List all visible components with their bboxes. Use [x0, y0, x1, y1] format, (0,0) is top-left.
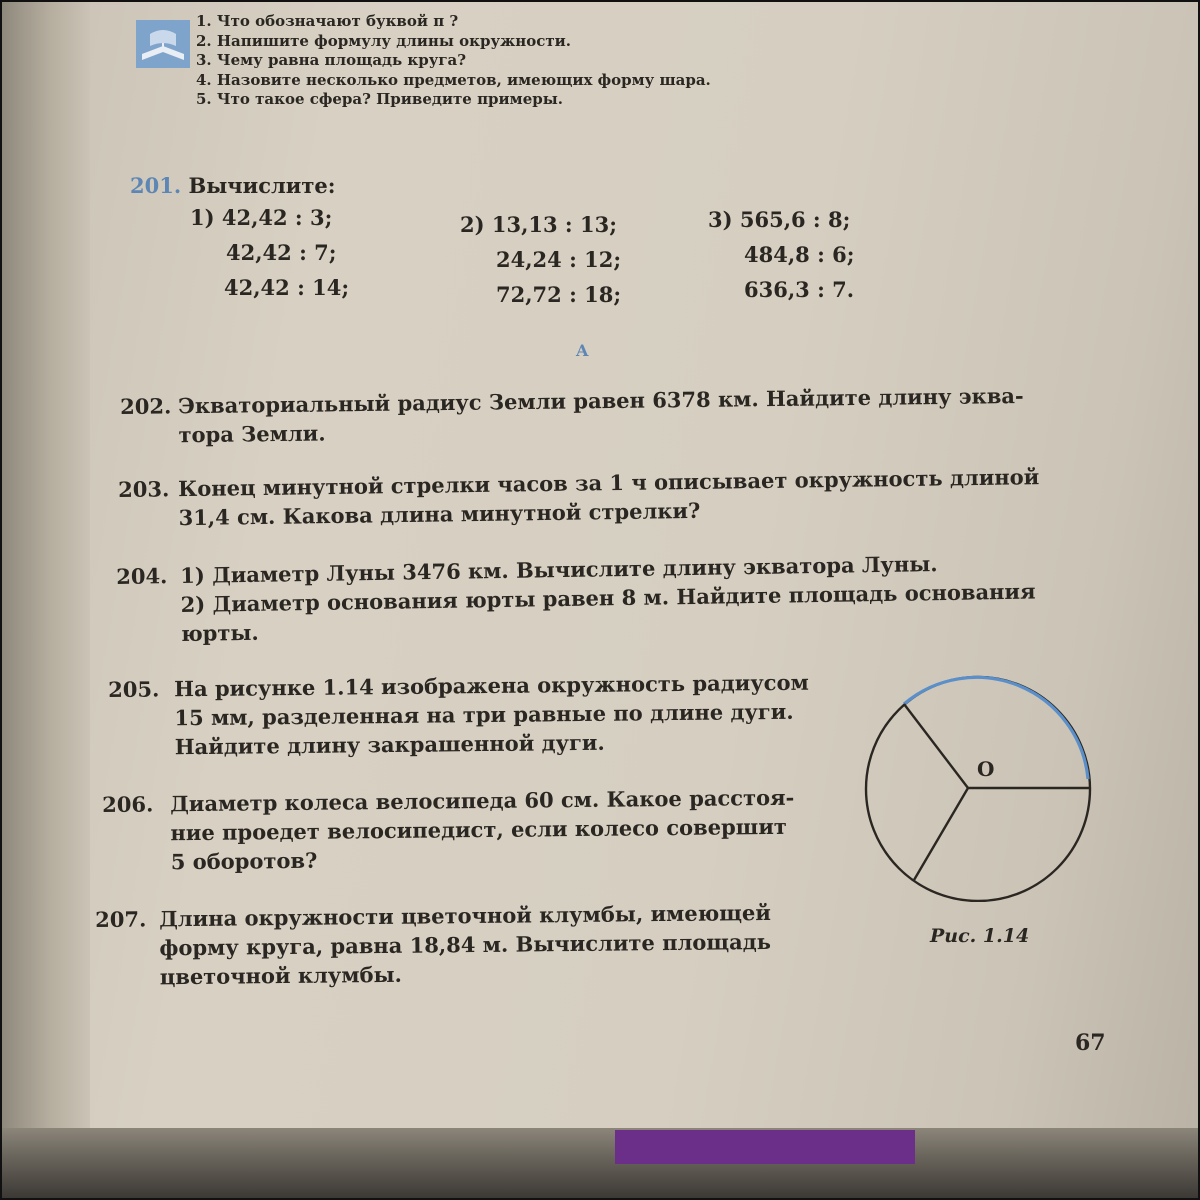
- exercise-201-number: 201.: [130, 173, 182, 198]
- bookmark-ribbon: [615, 1130, 915, 1164]
- book-spine-shadow: [0, 0, 90, 1130]
- calc-item: 42,42 : 7;: [226, 240, 337, 265]
- exercise-201-title: Вычислите:: [188, 173, 336, 198]
- calc-item: 72,72 : 18;: [496, 282, 622, 307]
- center-label-o: O: [977, 757, 995, 781]
- question-2: 2. Напишите формулу длины окружности.: [196, 31, 572, 50]
- question-5: 5. Что такое сфера? Приведите примеры.: [196, 90, 563, 108]
- exercise-207-number: 207.: [95, 906, 147, 932]
- exercise-201-column-3: [708, 202, 855, 307]
- exercise-line: форму круга, равна 18,84 м. Вычислите площадь: [159, 928, 772, 961]
- calc-item: 3) 565,6 : 8;: [708, 207, 851, 232]
- figure-caption: Рис. 1.14: [930, 925, 1030, 947]
- calc-item: 1) 42,42 : 3;: [190, 205, 333, 230]
- exercise-203-number: 203.: [118, 476, 170, 502]
- exercise-201-column-2: [460, 207, 621, 312]
- exercise-line: Длина окружности цветочной клумбы, имеющей: [159, 899, 771, 932]
- exercise-202-number: 202.: [120, 393, 172, 419]
- shaded-arc: [904, 677, 1088, 779]
- exercise-204-number: 204.: [116, 563, 168, 589]
- exercise-line: Конец минутной стрелки часов за 1 ч описывает окружность длиной: [178, 464, 1040, 502]
- radius-line: [914, 788, 968, 880]
- exercise-201-header: [130, 173, 336, 198]
- exercise-line: Диаметр колеса велосипеда 60 см. Какое расстоя-: [170, 784, 795, 817]
- questions-book-icon: [136, 20, 190, 68]
- exercise-line: 15 мм, разделенная на три равные по длине дуги.: [174, 698, 794, 731]
- exercise-line: Найдите длину закрашенной дуги.: [174, 729, 605, 760]
- calc-item: 42,42 : 14;: [224, 275, 350, 300]
- exercise-line: цветочной клумбы.: [159, 961, 403, 990]
- calc-item: 24,24 : 12;: [496, 247, 622, 272]
- question-3: 3. Чему равна площадь круга?: [196, 51, 467, 69]
- calc-item: 636,3 : 7.: [744, 277, 855, 302]
- exercise-line: 1) Диаметр Луны 3476 км. Вычислите длину экватора Луны.: [180, 551, 938, 588]
- calc-item: 2) 13,13 : 13;: [460, 212, 617, 237]
- exercise-line: Экваториальный радиус Земли равен 6378 км. Найдите длину эква-: [178, 382, 1024, 419]
- question-4: 4. Назовите несколько предметов, имеющих форму шара.: [196, 70, 711, 89]
- exercise-line: 5 оборотов?: [170, 847, 318, 875]
- section-label: A: [576, 341, 589, 360]
- book-bottom-edge: [0, 1128, 1200, 1200]
- exercise-line: На рисунке 1.14 изображена окружность радиусом: [174, 669, 809, 702]
- exercise-201-column-1: [190, 200, 349, 305]
- review-questions: [196, 12, 711, 110]
- exercise-line: 31,4 см. Какова длина минутной стрелки?: [178, 497, 701, 531]
- figure-1-14-circle: [862, 672, 1102, 902]
- exercise-line: 2) Диаметр основания юрты равен 8 м. Найдите площадь основания: [180, 578, 1036, 617]
- exercise-line: юрты.: [180, 619, 259, 646]
- exercise-line: ние проедет велосипедист, если колесо совершит: [170, 813, 788, 846]
- radius-line: [904, 704, 968, 788]
- calc-item: 484,8 : 6;: [744, 242, 855, 267]
- page-number: 67: [1075, 1030, 1106, 1056]
- exercise-line: тора Земли.: [178, 420, 326, 448]
- question-1: 1. Что обозначают буквой π ?: [196, 12, 459, 30]
- exercise-205-number: 205.: [108, 676, 160, 702]
- exercise-206-number: 206.: [102, 791, 154, 817]
